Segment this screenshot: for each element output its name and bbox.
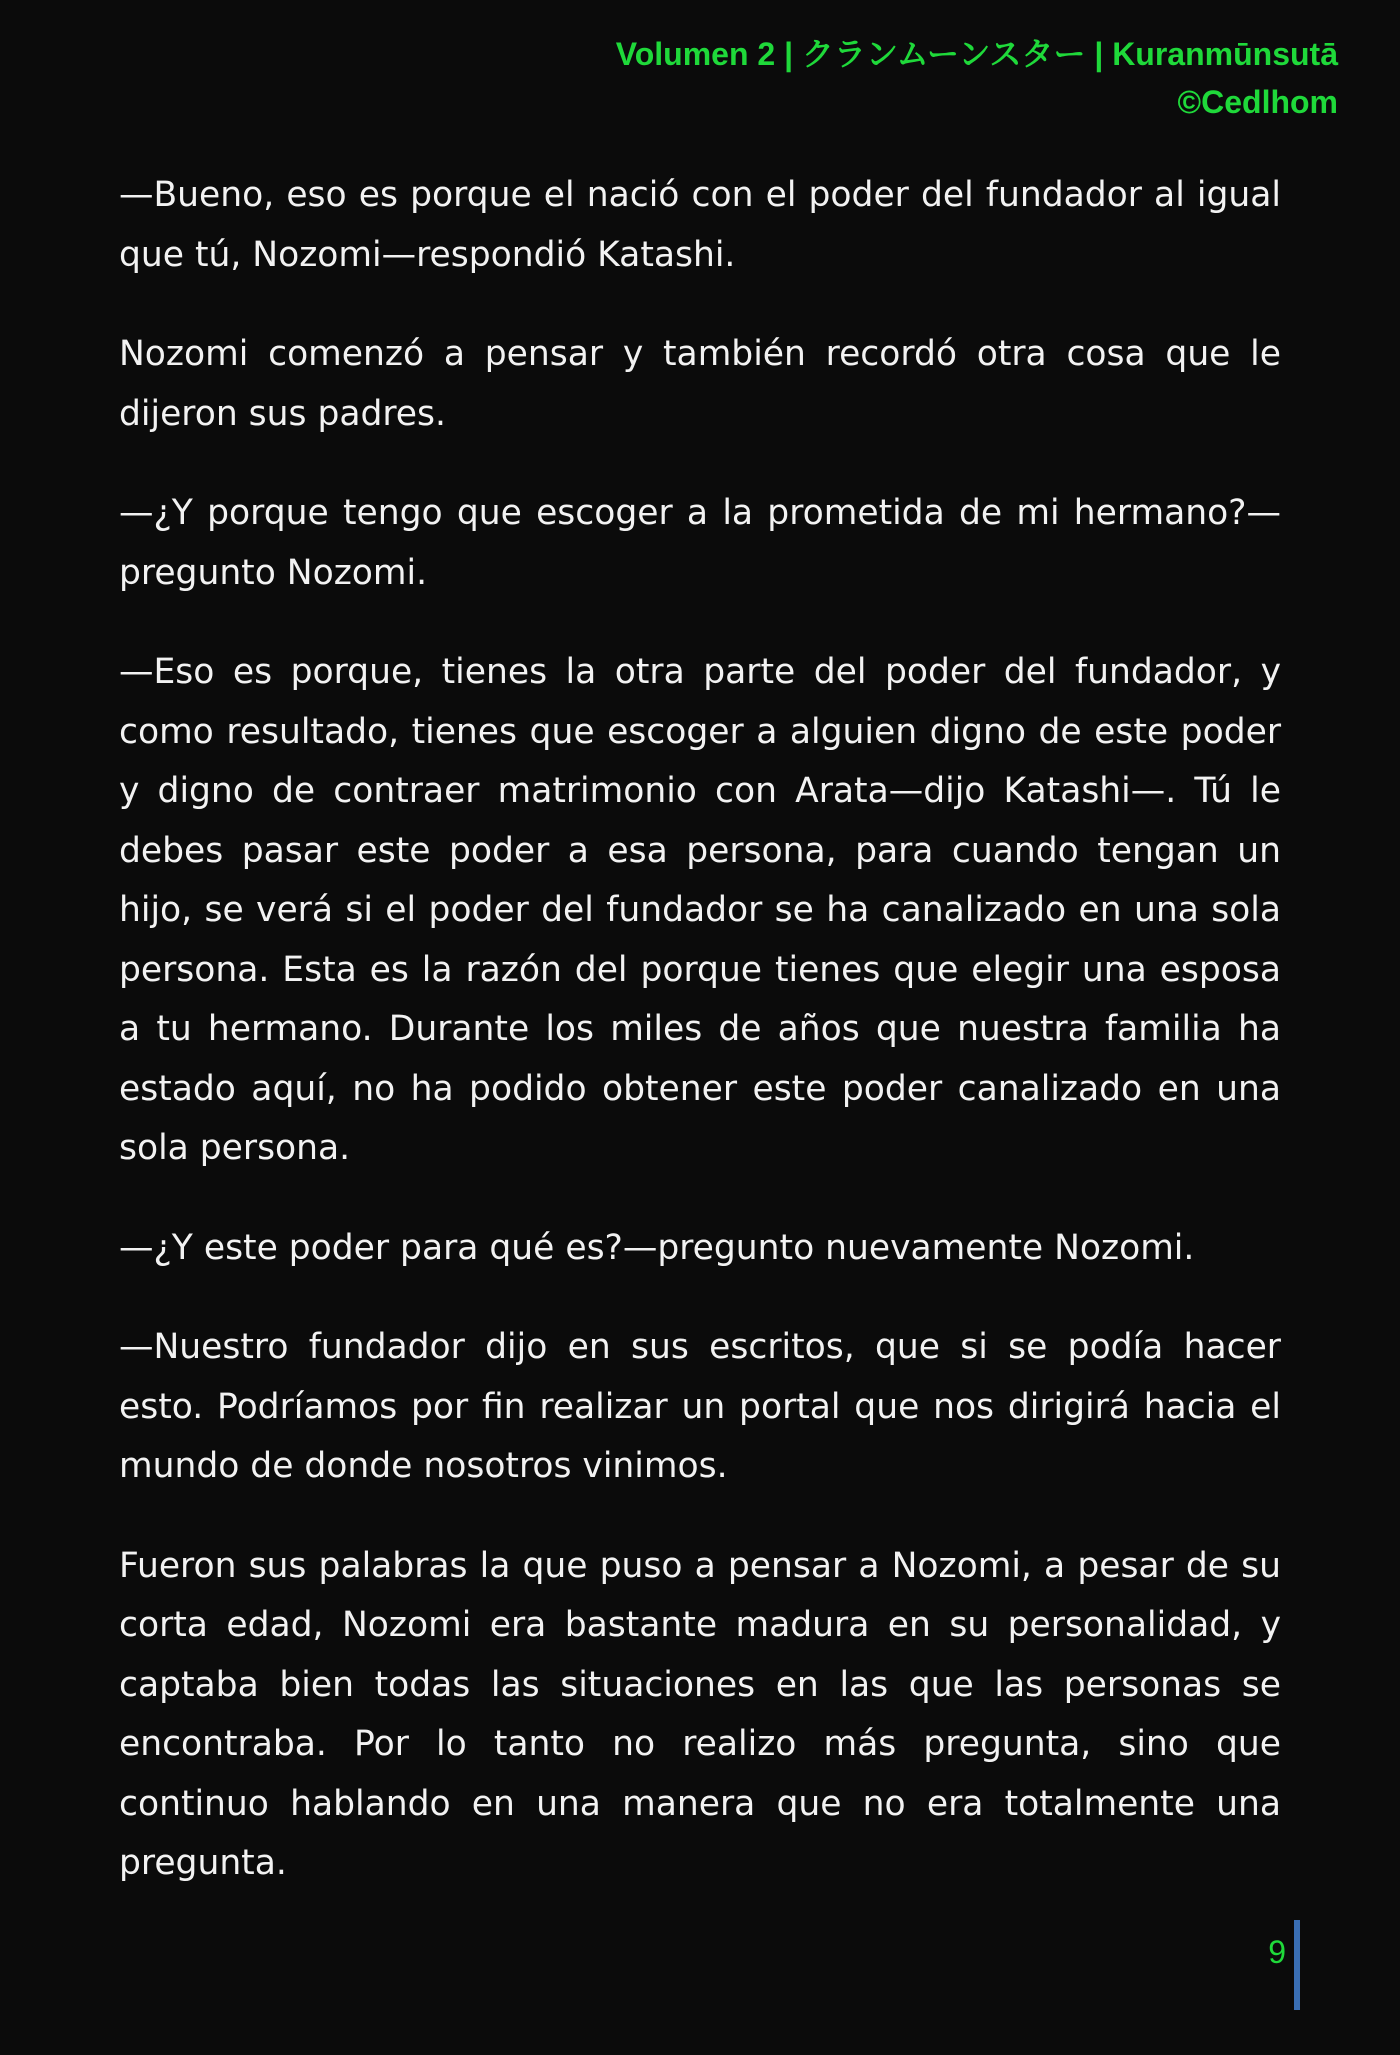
page-number: 9 — [1268, 1934, 1286, 1970]
header-author-credit: ©Cedlhom — [1177, 84, 1338, 120]
paragraph: —Bueno, eso es porque el nació con el poder del fundador al igual que tú, Nozomi—respondió Katashi. — [119, 175, 1281, 275]
page-footer — [1268, 1920, 1300, 2010]
paragraph: —Eso es porque, tienes la otra parte del poder del fundador, y como resultado, tienes que escoger a alguien digno de este poder y digno de contraer matrimonio con Arata—dijo Katashi—. Tú le debes pasar este poder a esa persona, para cuando tengan un hijo, se verá si el poder del fundador se ha canalizado en una sola persona. Esta es la razón del porque tienes que elegir una esposa a tu hermano. Durante los miles de años que nuestra familia ha estado aquí, no ha podido obtener este poder canalizado en una sola persona. — [119, 652, 1281, 1168]
paragraph: Fueron sus palabras la que puso a pensar a Nozomi, a pesar de su corta edad, Nozomi era bastante madura en su personalidad, y captaba bien todas las situaciones en las que las personas se encontraba. Por lo tanto no realizo más pregunta, sino que continuo hablando en una manera que no era totalmente una pregunta. — [119, 1545, 1281, 1883]
paragraph: —¿Y este poder para qué es?—pregunto nuevamente Nozomi. — [119, 1227, 1195, 1268]
page-number-bar — [1294, 1920, 1300, 2010]
body-text — [119, 166, 1281, 1934]
header-series-title: Volumen 2 | クランムーンスター | Kuranmūnsutā — [615, 36, 1338, 72]
paragraph: Nozomi comenzó a pensar y también recordó otra cosa que le dijeron sus padres. — [119, 334, 1281, 434]
paragraph: —Nuestro fundador dijo en sus escritos, que si se podía hacer esto. Podríamos por fin realizar un portal que nos dirigirá hacia el mundo de donde nosotros vinimos. — [119, 1327, 1281, 1486]
page-header — [616, 30, 1338, 126]
paragraph: —¿Y porque tengo que escoger a la prometida de mi hermano?— pregunto Nozomi. — [119, 493, 1281, 593]
